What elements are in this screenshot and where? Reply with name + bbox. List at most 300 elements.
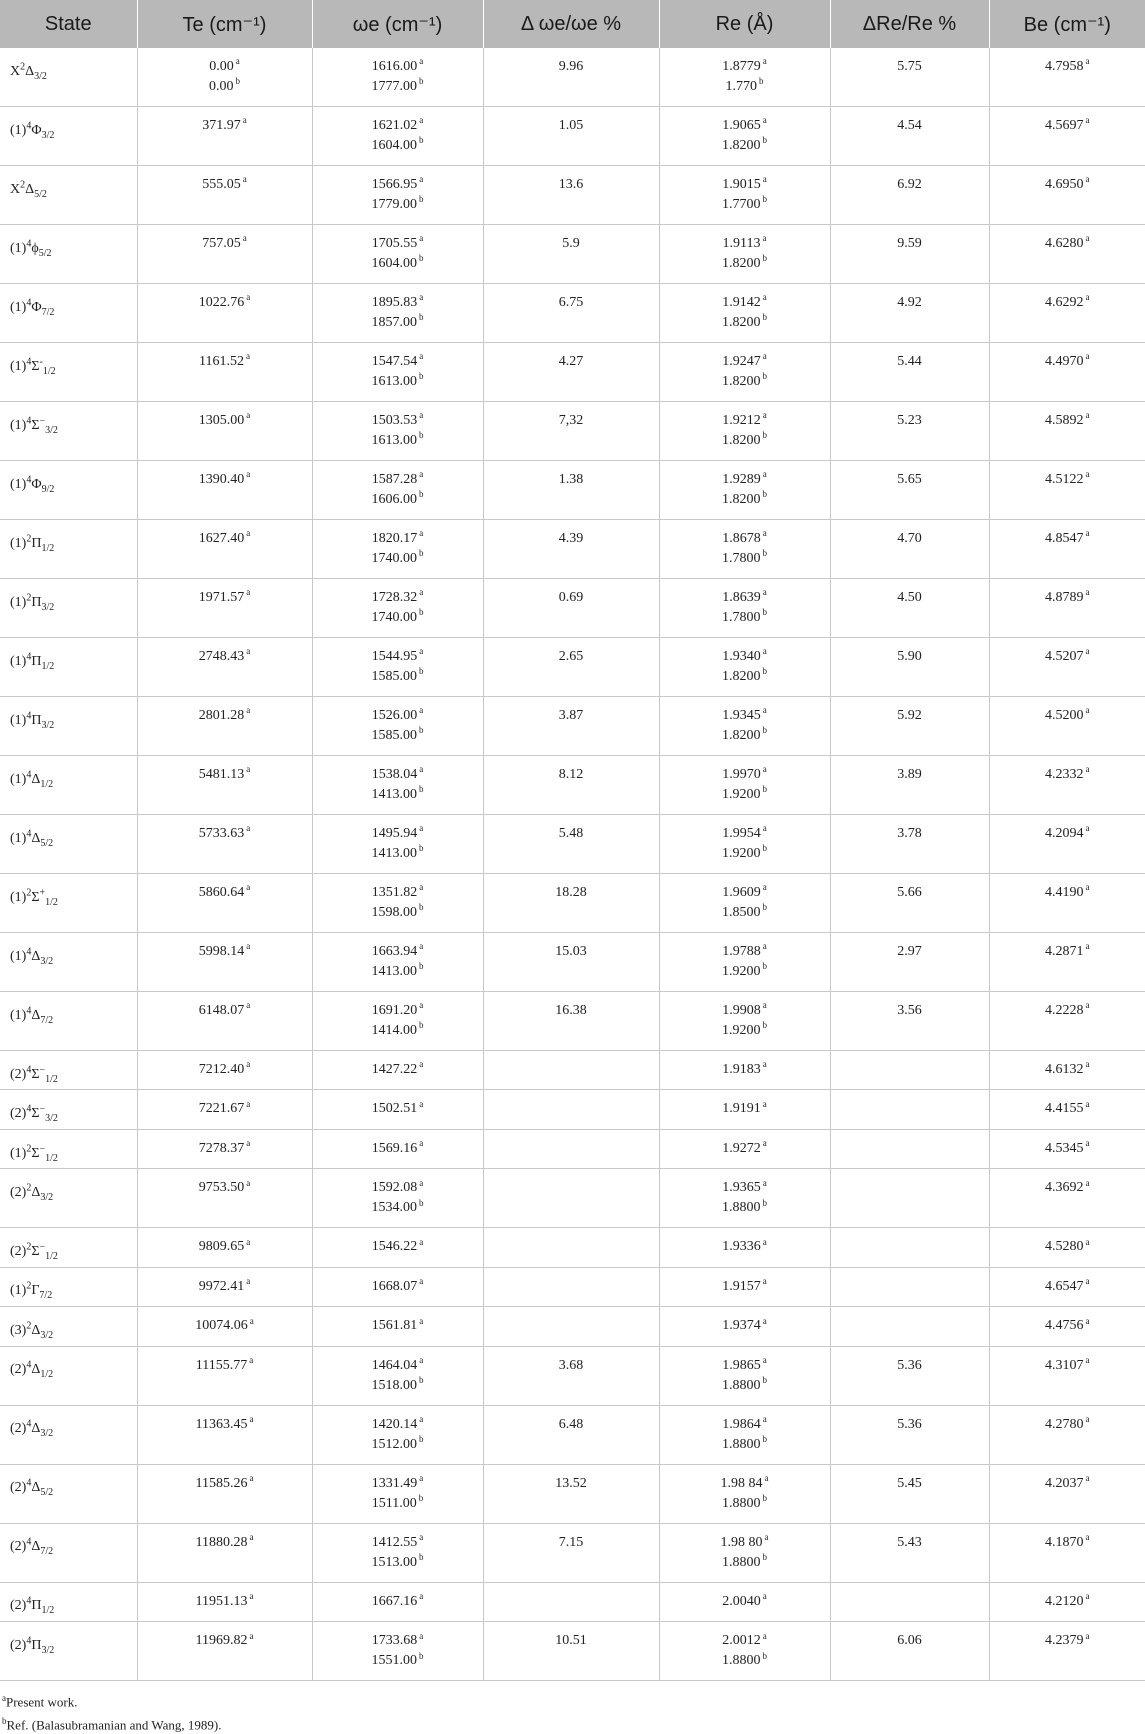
value-text: 5.48: [558, 826, 584, 841]
table-row: [0, 697, 1145, 756]
value-text: 1305.00: [198, 413, 245, 428]
footnote-mark: a: [1085, 1315, 1090, 1326]
table-row: [0, 461, 1145, 520]
state-label: $(2)^4\Sigma^-_{3/2}$: [10, 1103, 58, 1124]
footnote-mark: a: [1085, 528, 1090, 539]
footnote-mark: a: [1085, 1000, 1090, 1011]
footnote-mark: b: [419, 253, 424, 264]
cell-delta-re: [830, 166, 989, 225]
header-omega-e: ωe (cm⁻¹): [312, 0, 483, 48]
cell-value: [835, 1001, 985, 1021]
cell-value: [142, 175, 308, 195]
cell-value: [664, 1139, 826, 1159]
value-text: 3.89: [897, 767, 922, 782]
value-text: 1.9191: [722, 1101, 761, 1117]
value-text: 1857.00: [371, 315, 417, 330]
footnote-mark: b: [419, 135, 424, 146]
cell-value: [664, 824, 826, 844]
value-text: 5.36: [897, 1416, 922, 1432]
cell-value: [317, 175, 479, 195]
footnote-mark: a: [1085, 1532, 1090, 1543]
cell-value: [664, 706, 826, 726]
footnote-mark: a: [762, 1315, 767, 1326]
value-text: 4.2379: [1045, 1633, 1084, 1649]
cell-te: [137, 579, 312, 638]
cell-value: [142, 293, 308, 313]
footnote-mark: a: [762, 1236, 767, 1247]
cell-delta-re: [830, 638, 989, 697]
cell-value: [664, 942, 826, 962]
value-text: 13.6: [558, 177, 584, 192]
cell-state: [0, 343, 137, 402]
value-text: 1733.68: [371, 1633, 418, 1649]
footnote-mark: b: [235, 76, 240, 87]
value-text: 1.9345: [722, 708, 761, 723]
cell-value: [317, 1494, 479, 1514]
value-text: 1.9954: [722, 826, 761, 841]
value-text: 1.8200: [722, 492, 761, 507]
value-text: 1728.32: [371, 590, 418, 605]
value-text: 4.50: [897, 590, 922, 605]
state-label: $(1)^4\Delta_{1/2}$: [10, 769, 54, 790]
cell-value: [664, 234, 826, 254]
cell-omega-e: [312, 992, 483, 1051]
value-text: 1544.95: [371, 649, 418, 664]
state-label: $(2)^2\Sigma^-_{1/2}$: [10, 1241, 58, 1262]
cell-omega-e: [312, 1267, 483, 1306]
cell-delta-re: [830, 756, 989, 815]
cell-value: [488, 57, 655, 77]
footnote-mark: a: [246, 1000, 251, 1011]
value-text: 1.9609: [722, 885, 761, 900]
cell-value: [142, 1592, 308, 1612]
value-text: 1534.00: [371, 1200, 417, 1216]
footnote-mark: a: [1085, 1236, 1090, 1247]
cell-omega-e: [312, 697, 483, 756]
cell-re: [659, 1051, 830, 1090]
value-text: 1604.00: [371, 256, 417, 271]
cell-value: [317, 136, 479, 156]
cell-delta-re: [830, 1622, 989, 1681]
table-row: [0, 225, 1145, 284]
cell-value: [664, 1198, 826, 1218]
cell-value: [835, 470, 985, 490]
footnote-mark: a: [1085, 292, 1090, 303]
value-text: 1511.00: [371, 1495, 417, 1511]
cell-be: [989, 933, 1145, 992]
value-text: 7.15: [558, 1534, 584, 1550]
footnote-mark: a: [1085, 941, 1090, 952]
value-text: 1667.16: [371, 1593, 418, 1609]
value-text: 3.56: [897, 1003, 922, 1018]
cell-value: [488, 470, 655, 490]
cell-re: [659, 1346, 830, 1405]
cell-omega-e: [312, 1346, 483, 1405]
cell-delta-re: [830, 697, 989, 756]
cell-value: [317, 195, 479, 215]
value-text: 5.9: [562, 236, 580, 251]
value-text: 1503.53: [371, 413, 418, 428]
state-label: $(1)^4\Phi_{9/2}$: [10, 474, 55, 495]
value-text: 1464.04: [371, 1357, 418, 1373]
footnote-mark: a: [1085, 1473, 1090, 1484]
value-text: 1.8800: [722, 1653, 761, 1669]
cell-value: [142, 824, 308, 844]
value-text: 15.03: [555, 944, 587, 959]
footnote-mark: b: [762, 961, 767, 972]
value-text: 1331.49: [371, 1475, 418, 1491]
cell-value: [488, 1356, 655, 1376]
footnote-mark: b: [762, 312, 767, 323]
cell-value: [835, 1415, 985, 1435]
cell-re: [659, 1090, 830, 1129]
footnote-mark: a: [762, 1000, 767, 1011]
cell-value: [664, 431, 826, 451]
cell-be: [989, 815, 1145, 874]
cell-value: [664, 490, 826, 510]
cell-value: [317, 1139, 479, 1159]
footnote-mark: b: [419, 1650, 424, 1661]
table-row: [0, 1267, 1145, 1306]
footnote-mark: a: [246, 1059, 251, 1070]
cell-omega-e: [312, 461, 483, 520]
value-text: 2.97: [897, 944, 922, 959]
cell-value: [142, 883, 308, 903]
cell-re: [659, 815, 830, 874]
cell-value: [994, 765, 1142, 785]
value-text: 11880.28: [195, 1534, 248, 1550]
footnote-mark: b: [762, 489, 767, 500]
cell-value: [664, 529, 826, 549]
cell-value: [664, 1316, 826, 1336]
cell-omega-e: [312, 1622, 483, 1681]
value-text: 4.4155: [1045, 1101, 1084, 1117]
table-row: [0, 1405, 1145, 1464]
state-label: $(1)^4\Sigma^-_{1/2}$: [10, 356, 56, 377]
value-text: 9753.50: [198, 1180, 245, 1196]
value-text: 1.9289: [722, 472, 761, 487]
cell-te: [137, 1169, 312, 1228]
value-text: 1.8200: [722, 669, 761, 684]
cell-delta-omega-e: [483, 1090, 659, 1129]
footnote-mark: b: [759, 76, 764, 87]
footnote-mark: a: [762, 646, 767, 657]
cell-value: [317, 1435, 479, 1455]
cell-value: [488, 411, 655, 431]
footnote-mark: b: [419, 489, 424, 500]
cell-delta-re: [830, 107, 989, 166]
value-text: 1.9970: [722, 767, 761, 782]
cell-value: [994, 1474, 1142, 1494]
footnote-mark: b: [419, 1552, 424, 1563]
value-text: 3.87: [558, 708, 584, 723]
cell-delta-omega-e: [483, 1169, 659, 1228]
footnote-mark: a: [419, 1315, 424, 1326]
cell-state: [0, 1464, 137, 1523]
value-text: 4.6280: [1045, 236, 1084, 251]
cell-re: [659, 874, 830, 933]
value-text: 4.2120: [1045, 1593, 1084, 1609]
value-text: 1606.00: [371, 492, 417, 507]
cell-omega-e: [312, 756, 483, 815]
value-text: 371.97: [202, 118, 241, 133]
value-text: 1.9200: [722, 846, 761, 861]
cell-re: [659, 756, 830, 815]
cell-value: [664, 57, 826, 77]
cell-value: [664, 1356, 826, 1376]
cell-delta-omega-e: [483, 1129, 659, 1168]
footnote-mark: a: [762, 469, 767, 480]
value-text: 1547.54: [371, 354, 418, 369]
footnote-text: Present work.: [6, 1694, 78, 1710]
value-text: 1.9374: [722, 1318, 761, 1334]
footnote-mark: b: [762, 666, 767, 677]
footnote-mark: a: [235, 56, 240, 67]
value-text: 1.9865: [722, 1357, 761, 1373]
footnote-mark: a: [419, 528, 424, 539]
cell-value: [488, 352, 655, 372]
cell-value: [488, 706, 655, 726]
header-delta-omega-e: Δ ωe/ωe %: [483, 0, 659, 48]
cell-te: [137, 1346, 312, 1405]
value-text: 1.05: [558, 118, 584, 133]
cell-state: [0, 1051, 137, 1090]
footnote-mark: b: [762, 371, 767, 382]
cell-value: [835, 706, 985, 726]
value-text: 1592.08: [371, 1180, 418, 1196]
cell-value: [317, 293, 479, 313]
footnote-mark: a: [1085, 764, 1090, 775]
footnote-mark: b: [419, 1020, 424, 1031]
value-text: 4.2780: [1045, 1416, 1084, 1432]
cell-value: [317, 1198, 479, 1218]
footnote-mark: a: [249, 1532, 254, 1543]
value-text: 1538.04: [371, 767, 418, 782]
cell-value: [835, 1474, 985, 1494]
value-text: 1.9183: [722, 1062, 761, 1077]
footnote-marker: b: [2, 1715, 7, 1726]
cell-value: [994, 1592, 1142, 1612]
value-text: 4.3692: [1045, 1180, 1084, 1196]
cell-delta-re: [830, 1051, 989, 1090]
cell-delta-re: [830, 579, 989, 638]
cell-te: [137, 107, 312, 166]
cell-re: [659, 166, 830, 225]
cell-be: [989, 1582, 1145, 1621]
cell-omega-e: [312, 638, 483, 697]
cell-value: [664, 77, 826, 97]
cell-be: [989, 874, 1145, 933]
value-text: 1621.02: [371, 118, 418, 133]
cell-state: [0, 461, 137, 520]
state-label: $(1)^2\Sigma^-_{1/2}$: [10, 1142, 58, 1164]
value-text: 1502.51: [371, 1101, 418, 1117]
cell-value: [488, 1001, 655, 1021]
cell-value: [835, 1356, 985, 1376]
value-text: 5733.63: [198, 826, 245, 841]
footnote-mark: a: [419, 1473, 424, 1484]
value-text: 11363.45: [195, 1416, 248, 1432]
cell-delta-omega-e: [483, 1523, 659, 1582]
value-text: 1551.00: [371, 1653, 417, 1669]
cell-value: [317, 667, 479, 687]
cell-delta-re: [830, 48, 989, 107]
value-text: 2.65: [558, 649, 584, 664]
cell-value: [664, 1277, 826, 1297]
cell-state: [0, 756, 137, 815]
cell-value: [835, 883, 985, 903]
cell-state: [0, 284, 137, 343]
cell-value: [835, 1631, 985, 1651]
cell-value: [488, 647, 655, 667]
cell-value: [317, 883, 479, 903]
value-text: 7278.37: [198, 1140, 245, 1156]
value-text: 5860.64: [198, 885, 245, 900]
cell-value: [664, 470, 826, 490]
footnote-mark: a: [246, 1276, 251, 1287]
cell-omega-e: [312, 874, 483, 933]
cell-value: [664, 136, 826, 156]
value-text: 1.9015: [722, 177, 761, 192]
cell-value: [488, 824, 655, 844]
footnote-mark: a: [762, 587, 767, 598]
footnote-mark: a: [246, 764, 251, 775]
value-text: 1.8200: [722, 433, 761, 448]
value-text: 5.92: [897, 708, 922, 723]
cell-delta-re: [830, 1464, 989, 1523]
footnote-marker: a: [2, 1693, 6, 1704]
cell-value: [317, 1316, 479, 1336]
footnote-mark: a: [249, 1473, 254, 1484]
cell-be: [989, 1346, 1145, 1405]
cell-value: [664, 116, 826, 136]
value-text: 1.9200: [722, 964, 761, 979]
footnote-mark: b: [762, 784, 767, 795]
value-text: 1616.00: [371, 59, 418, 74]
value-text: 1740.00: [371, 610, 417, 625]
cell-state: [0, 225, 137, 284]
cell-te: [137, 992, 312, 1051]
footnote-mark: a: [1085, 56, 1090, 67]
footnote-mark: b: [762, 135, 767, 146]
state-label: $(1)^4\Delta_{3/2}$: [10, 946, 54, 967]
value-text: 0.69: [558, 590, 584, 605]
cell-be: [989, 461, 1145, 520]
footnote-mark: a: [419, 941, 424, 952]
cell-delta-omega-e: [483, 579, 659, 638]
value-text: 6148.07: [198, 1003, 245, 1018]
value-text: 5.65: [897, 472, 922, 487]
value-text: 0.00: [209, 59, 234, 74]
cell-value: [664, 844, 826, 864]
cell-delta-omega-e: [483, 225, 659, 284]
value-text: 1.7800: [722, 551, 761, 566]
value-text: 4.6547: [1045, 1278, 1084, 1294]
cell-value: [664, 1376, 826, 1396]
cell-be: [989, 343, 1145, 402]
cell-value: [142, 588, 308, 608]
footnote-mark: a: [419, 882, 424, 893]
footnote-mark: a: [419, 1414, 424, 1425]
footnote-mark: a: [1085, 1098, 1090, 1109]
footnote-mark: a: [762, 528, 767, 539]
cell-te: [137, 1267, 312, 1306]
footnote-mark: a: [246, 1177, 251, 1188]
value-text: 1.8500: [722, 905, 761, 920]
footnote-mark: a: [419, 587, 424, 598]
cell-value: [994, 1356, 1142, 1376]
cell-value: [317, 726, 479, 746]
value-text: 1.9864: [722, 1416, 761, 1432]
table-row: [0, 992, 1145, 1051]
value-text: 1.9336: [722, 1239, 761, 1255]
cell-value: [664, 372, 826, 392]
value-text: 4.2228: [1045, 1003, 1084, 1018]
value-text: 4.5697: [1045, 118, 1084, 133]
footnote-mark: a: [419, 1177, 424, 1188]
table-row: [0, 756, 1145, 815]
cell-delta-re: [830, 402, 989, 461]
value-text: 1512.00: [371, 1436, 417, 1452]
cell-value: [317, 1178, 479, 1198]
footnote-mark: a: [249, 1315, 254, 1326]
value-text: 1585.00: [371, 728, 417, 743]
value-text: 1.8200: [722, 138, 761, 153]
footnote-mark: a: [1085, 646, 1090, 657]
value-text: 4.6950: [1045, 177, 1084, 192]
table-header: [0, 0, 1145, 48]
cell-value: [835, 588, 985, 608]
cell-value: [317, 470, 479, 490]
value-text: 1566.95: [371, 177, 418, 192]
footnote-mark: a: [246, 941, 251, 952]
cell-re: [659, 1582, 830, 1621]
cell-re: [659, 1622, 830, 1681]
cell-delta-re: [830, 874, 989, 933]
cell-value: [488, 942, 655, 962]
value-text: 2.0040: [722, 1593, 761, 1609]
cell-re: [659, 1405, 830, 1464]
footnote-mark: a: [246, 1236, 251, 1247]
cell-value: [994, 942, 1142, 962]
footnote-mark: a: [419, 1236, 424, 1247]
cell-delta-re: [830, 1228, 989, 1267]
cell-be: [989, 756, 1145, 815]
cell-value: [664, 175, 826, 195]
cell-omega-e: [312, 1582, 483, 1621]
cell-omega-e: [312, 284, 483, 343]
cell-value: [317, 1474, 479, 1494]
cell-value: [142, 1277, 308, 1297]
value-text: 13.52: [555, 1475, 587, 1491]
cell-value: [664, 1178, 826, 1198]
cell-value: [142, 77, 308, 97]
footnote-mark: b: [419, 1197, 424, 1208]
cell-delta-omega-e: [483, 284, 659, 343]
cell-value: [664, 647, 826, 667]
footnote-mark: a: [246, 1138, 251, 1149]
cell-te: [137, 461, 312, 520]
cell-delta-omega-e: [483, 933, 659, 992]
cell-be: [989, 1622, 1145, 1681]
cell-be: [989, 402, 1145, 461]
value-text: 1526.00: [371, 708, 418, 723]
cell-te: [137, 48, 312, 107]
cell-value: [664, 1631, 826, 1651]
cell-value: [317, 1356, 479, 1376]
cell-omega-e: [312, 1307, 483, 1346]
cell-value: [317, 785, 479, 805]
